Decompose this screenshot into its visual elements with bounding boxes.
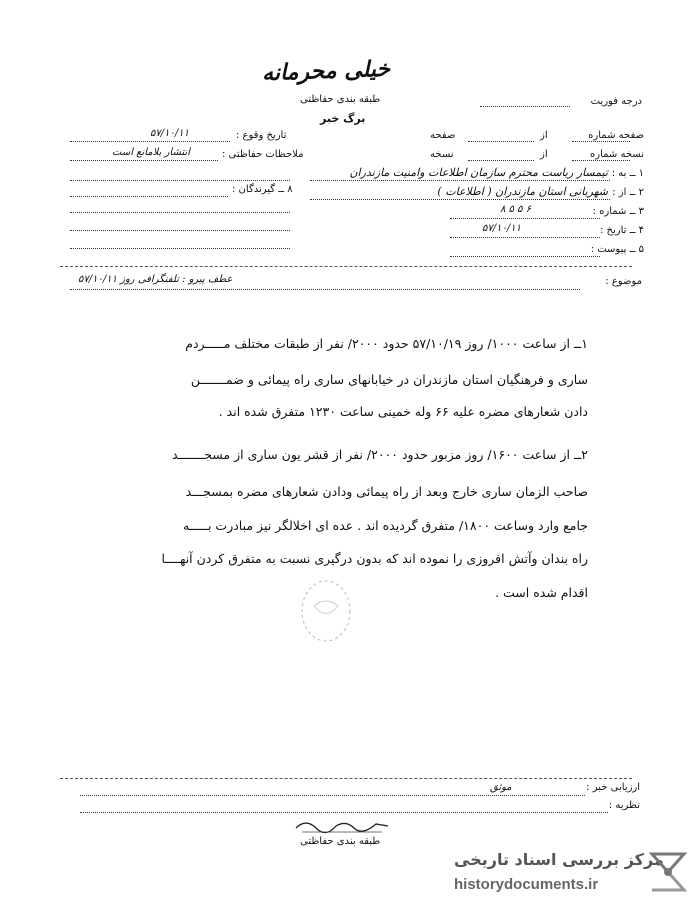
- event-date-label: تاریخ وقوع :: [236, 130, 287, 141]
- copy-number-label: نسخه شماره: [590, 149, 644, 160]
- opinion-label: نظریه :: [608, 800, 640, 811]
- page-from-label: از: [540, 130, 548, 141]
- form-title: برگ خبر: [320, 112, 366, 125]
- to-label: ۱ ــ به :: [611, 168, 644, 179]
- classification-label-top: طبقه بندی حفاظتی: [300, 94, 381, 105]
- body-line-2: ساری و فرهنگیان استان مازندران در خیابانهای ساری راه پیمائی و ضمـــــــن: [190, 372, 588, 387]
- watermark-block: [454, 846, 694, 902]
- security-notes-label: ملاحظات حفاظتی :: [222, 149, 304, 160]
- body-line-4: ۲ــ از ساعت ۱۶۰۰/ روز مزبور حدود ۲۰۰۰/ نفر از قشر یون ساری از مسجـــــــد: [172, 447, 588, 462]
- body-line-3: دادن شعارهای مضره علیه ۶۶ وله خمینی ساعت ۱۲۳۰ متفرق شده اند .: [218, 404, 588, 419]
- body-line-8: اقدام شده است .: [495, 585, 588, 600]
- copy-from-label: از: [540, 149, 548, 160]
- priority-label: درجه فوریت: [590, 96, 642, 107]
- event-date-value: ۵۷/۱۰/۱۱: [150, 128, 189, 139]
- number-value: ۸ ۵ ۵ ۶: [500, 204, 532, 215]
- recipients-label: ۸ ــ گیرندگان :: [232, 184, 293, 195]
- faint-seal-icon: [296, 576, 356, 646]
- watermark-url: historydocuments.ir: [454, 876, 599, 893]
- from-label: ۲ ــ از :: [612, 187, 644, 198]
- date-value: ۵۷/۱۰/۱۱: [482, 223, 521, 234]
- stamp-top-classification: خیلی محرمانه: [261, 55, 391, 87]
- date-label: ۴ ــ تاریخ :: [599, 225, 644, 236]
- attachment-label: ۵ ــ پیوست :: [590, 244, 644, 255]
- security-notes-value: انتشار بلامانع است: [112, 147, 190, 158]
- watermark-logo-icon: [646, 848, 690, 896]
- subject-label: موضوع :: [605, 276, 642, 287]
- body-line-5: صاحب الزمان ساری خارج وبعد از راه پیمائی ودادن شعارهای مضره بمسجـــد: [185, 484, 588, 499]
- signature-icon: [292, 814, 392, 836]
- to-value: تیمسار ریاست محترم سازمان اطلاعات وامنیت مازندران: [349, 166, 608, 179]
- subject-value: عطف پیرو : تلفنگرافی روز ۵۷/۱۰/۱۱: [78, 274, 233, 285]
- body-line-6: جامع وارد وساعت ۱۸۰۰/ متفرق گردیده اند . عده ای اخلالگر نیز مبادرت بـــــه: [182, 518, 588, 533]
- page-unit-label: صفحه: [430, 130, 456, 141]
- page-number-label: صفحه شماره: [588, 130, 644, 141]
- body-line-7: راه بندان وآتش افروزی را نموده اند که بدون درگیری نسبت به متفرق کردن آنهــــا: [161, 551, 588, 566]
- copy-unit-label: نسخه: [430, 149, 454, 160]
- classification-label-bottom: طبقه بندی حفاظتی: [300, 836, 381, 847]
- evaluation-value: موثق: [490, 782, 512, 793]
- body-line-1: ۱ــ از ساعت ۱۰۰۰/ روز ۵۷/۱۰/۱۹ حدود ۲۰۰۰/ نفر از طبقات مختلف مـــــردم: [185, 336, 588, 351]
- number-label: ۳ ــ شماره :: [592, 206, 644, 217]
- watermark-name: مرکز بررسی اسناد تاریخی: [454, 850, 664, 869]
- from-value: شهربانی استان مازندران ( اطلاعات ): [437, 185, 608, 198]
- evaluation-label: ارزیابی خبر :: [586, 782, 640, 793]
